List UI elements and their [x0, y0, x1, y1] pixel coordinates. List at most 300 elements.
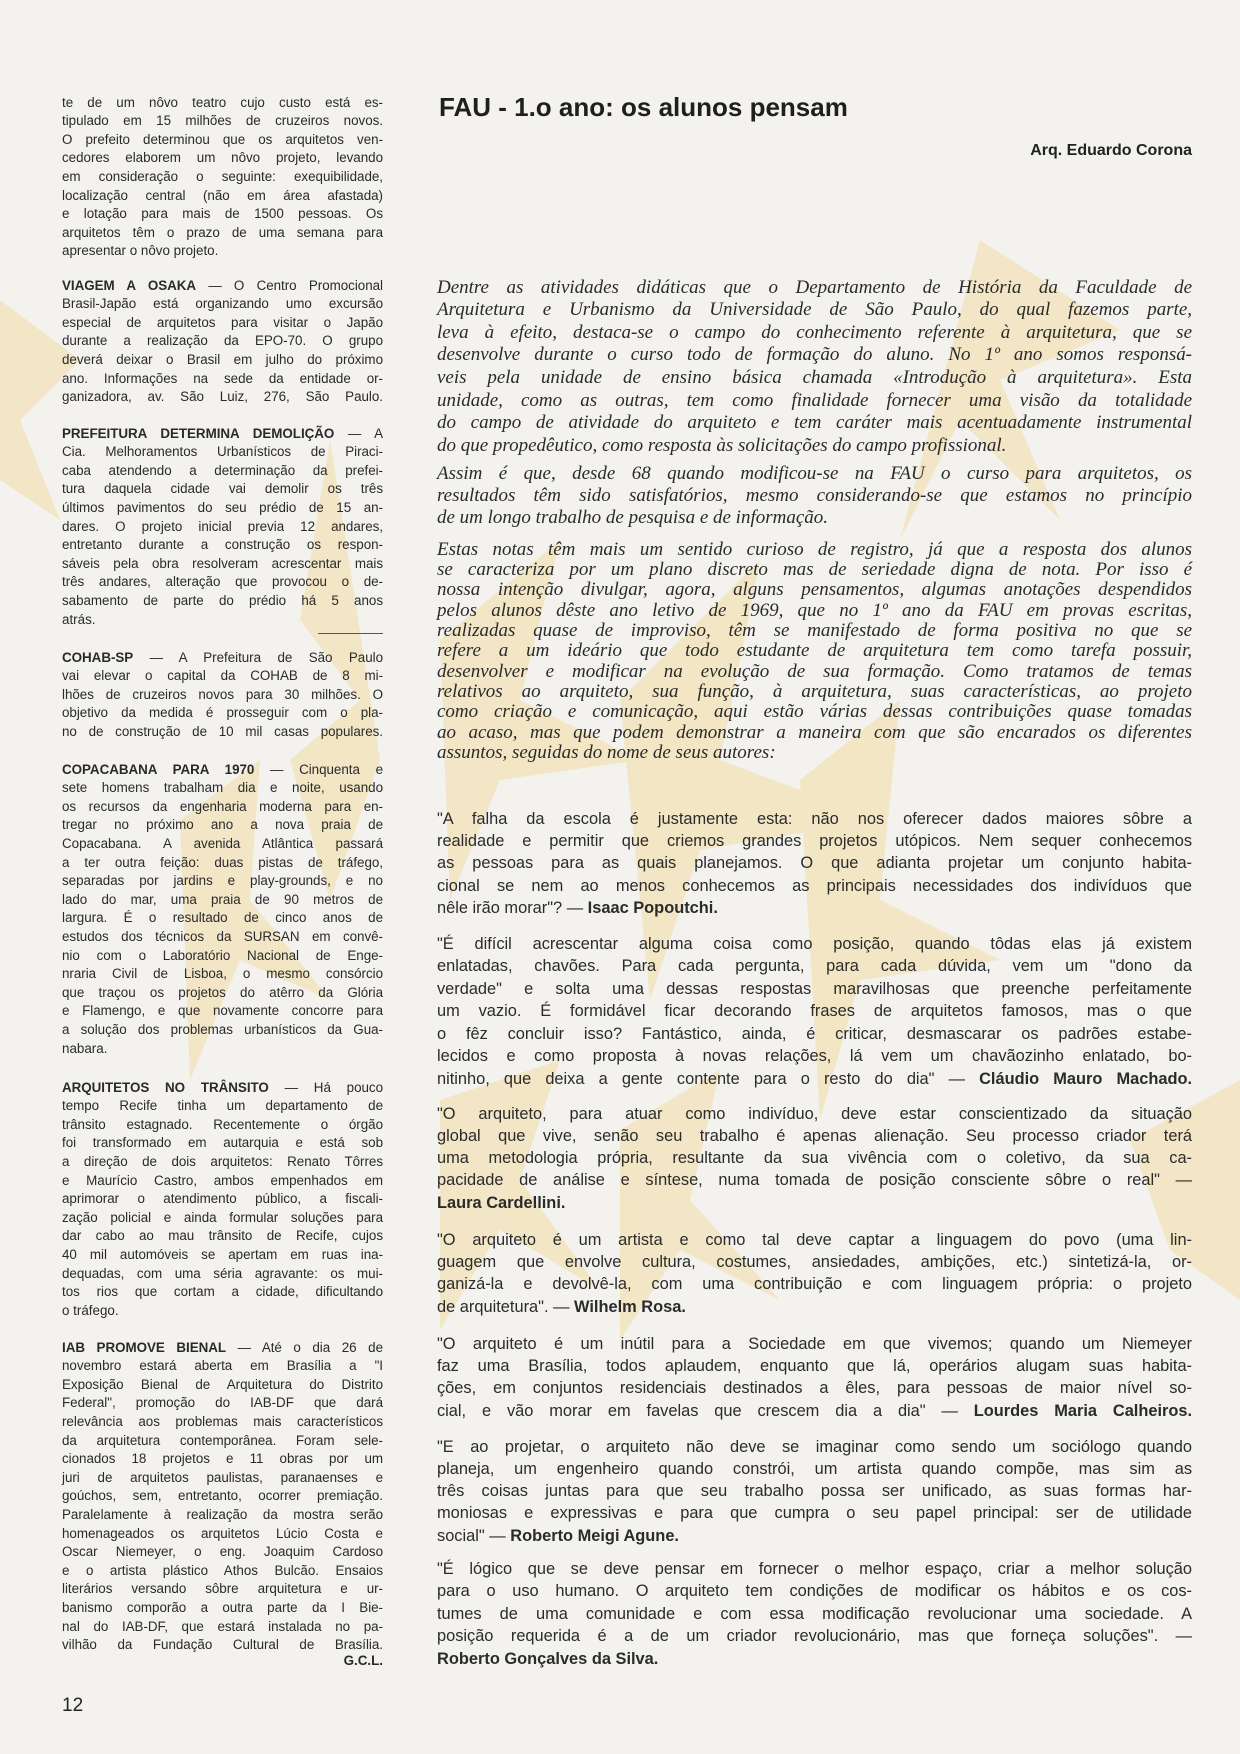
- text-line: [62, 928, 383, 947]
- news-item: [62, 1079, 383, 1321]
- text-line-content: do que propedêutico, como resposta às solicitações do campo profissional.: [437, 434, 1007, 456]
- text-line-content: três andares, alteração que provocou o de-: [62, 574, 383, 590]
- text-line: [437, 682, 1192, 702]
- text-line: [437, 808, 1192, 830]
- text-line-content: — Até o dia 26 de: [237, 1339, 383, 1355]
- text-line-content: "É lógico que se deve pensar em fornecer o melhor espaço, criar a melhor solução: [437, 1559, 1192, 1578]
- text-line-content: dares. O projeto inicial previa 12 andares,: [62, 518, 383, 534]
- text-line: [437, 641, 1192, 661]
- text-line-content: O prefeito determinou que os arquitetos ven-: [62, 131, 383, 147]
- text-line: [437, 322, 1192, 345]
- text-line-content: que traçou os projetos do atêrro da Glória: [62, 984, 383, 1000]
- text-line-content: tumes de uma comunidade e com essa modificação revolucionar uma sociedade. A: [437, 1604, 1192, 1623]
- text-line: [62, 388, 383, 407]
- news-item-heading: ARQUITETOS NO TRÂNSITO: [62, 1079, 269, 1095]
- text-line: [437, 344, 1192, 367]
- column-signature: G.C.L.: [343, 1653, 383, 1668]
- text-line: [62, 1339, 383, 1358]
- text-line: [437, 463, 1192, 485]
- text-line-content: aprimorar o atendimento público, a fiscali-: [62, 1191, 383, 1207]
- text-line: [437, 933, 1192, 956]
- text-line-content: tos rios que cortam a cidade, dificultando: [62, 1284, 383, 1300]
- text-line: [62, 1432, 383, 1451]
- text-line: [62, 667, 383, 686]
- news-item: [62, 277, 383, 407]
- text-line: [62, 443, 383, 462]
- page-number: 12: [62, 1695, 84, 1716]
- text-line-content: de arquitetura". —: [437, 1297, 575, 1316]
- text-line-content: assuntos, seguidas do nome de seus autores:: [437, 741, 776, 763]
- text-line: [437, 485, 1192, 507]
- text-line: [62, 1116, 383, 1135]
- text-line: [62, 872, 383, 891]
- news-item: [62, 1339, 383, 1655]
- quote-author: Roberto Gonçalves da Silva.: [437, 1649, 659, 1668]
- text-line: [437, 580, 1192, 600]
- text-line-content: goúchos, sem, entretanto, ocorrer premiação.: [62, 1488, 383, 1504]
- text-line: [62, 536, 383, 555]
- text-line: [62, 462, 383, 481]
- intro-paragraph: [437, 463, 1192, 529]
- text-line-content: da arquitetura contemporânea. Foram sele-: [62, 1432, 383, 1448]
- text-line: [437, 1000, 1192, 1023]
- text-line-content: em consideração o seguinte: exequibilidade,: [62, 169, 383, 185]
- text-line: [437, 435, 1192, 458]
- text-line: [62, 295, 383, 314]
- text-line-content: te de um nôvo teatro cujo custo está es-: [62, 94, 383, 110]
- text-line-content: separadas por jardins e play-grounds, e no: [62, 873, 383, 889]
- text-line-content: objetivo da medida é prosseguir com o pla-: [62, 705, 383, 721]
- text-line-content: tempo Recife tinha um departamento de: [62, 1098, 383, 1114]
- text-line: [437, 1377, 1192, 1399]
- news-item-heading: VIAGEM A OSAKA: [62, 277, 197, 293]
- text-line: [437, 1296, 1192, 1318]
- text-line: [62, 779, 383, 798]
- text-line-content: Copacabana. A avenida Atlântica passará: [62, 836, 383, 852]
- text-line: [437, 875, 1192, 897]
- text-line: [62, 573, 383, 592]
- text-line: [62, 611, 383, 630]
- article-author: Arq. Eduardo Corona: [1030, 142, 1192, 159]
- text-line: [62, 112, 383, 131]
- text-line-content: sáveis pela obra resolveram acrescentar mais: [62, 555, 383, 571]
- text-line-content: "O arquiteto, para atuar como indivíduo, deve estar conscientizado da situação: [437, 1104, 1192, 1123]
- text-line: [437, 830, 1192, 852]
- text-line: [62, 1394, 383, 1413]
- text-line: [62, 224, 383, 243]
- text-line: [62, 761, 383, 780]
- text-line: [437, 1558, 1192, 1581]
- text-line-content: de um longo trabalho de pesquisa e de informação.: [437, 507, 829, 528]
- text-line: [437, 955, 1192, 978]
- text-line-content: nabara.: [62, 1040, 108, 1056]
- text-line: [62, 1021, 383, 1040]
- text-line: [62, 649, 383, 668]
- quote-author: Laura Cardellini.: [437, 1193, 566, 1212]
- text-line-content: a direção de dois arquitetos: Renato Tôrres: [62, 1154, 383, 1170]
- text-line: [437, 852, 1192, 874]
- text-line: [62, 835, 383, 854]
- text-line: [437, 1625, 1192, 1648]
- text-line-content: "E ao projetar, o arquiteto não deve se imaginar como sendo um sociólogo quando: [437, 1437, 1192, 1456]
- text-line: [437, 1125, 1192, 1147]
- text-line-content: nal do IAB-DF, que estará instalada no pa-: [62, 1618, 383, 1634]
- text-line-content: dar cabo ao mau trânsito de Recife, cujos: [62, 1228, 383, 1244]
- text-line-content: a solução dos problemas urbanísticos da Gua-: [62, 1022, 383, 1037]
- text-line-content: a ter outra feição: duas pistas de tráfego,: [62, 854, 383, 870]
- text-line-content: sabamento de parte do prédio há 5 anos: [62, 593, 383, 609]
- text-line-content: refere a um ideário que todo estudante de arquitetura tem como tarefa possuir,: [437, 640, 1192, 662]
- text-line-content: três coisas juntas para que seu trabalho possa ser unificado, as suas formas har-: [437, 1482, 1192, 1501]
- text-line-content: Assim é que, desde 68 quando modificou-se na FAU o curso para arquitetos, os: [437, 463, 1192, 484]
- text-line-content: Arquitetura e Urbanismo da Universidade de São Paulo, do qual fazemos parte,: [437, 299, 1192, 321]
- text-line: [437, 1273, 1192, 1295]
- text-line: [437, 1580, 1192, 1603]
- text-line-content: e o artista plástico Athos Bulcão. Ensaios: [62, 1562, 383, 1578]
- text-line: [437, 1436, 1192, 1458]
- text-line-content: guagem que envolve cultura, costumes, ansiedades, ambições, etc.) sintetizá-la, or-: [437, 1253, 1192, 1272]
- text-line: [62, 1002, 383, 1021]
- text-line-content: Brasil-Japão está organizando umo excursão: [62, 296, 383, 312]
- text-line: [437, 1333, 1192, 1355]
- text-line-content: nraria Civil de Lisboa, o mesmo consórcio: [62, 966, 383, 982]
- text-line-content: deverá deixar o Brasil em julho do próximo: [62, 352, 383, 368]
- text-line-content: os recursos da engenharia moderna para en-: [62, 798, 383, 814]
- text-line: [437, 1648, 1192, 1671]
- text-line: [437, 367, 1192, 390]
- text-line: [62, 1227, 383, 1246]
- intro-paragraph: [437, 277, 1192, 458]
- quote-author: Isaac Popoutchi.: [587, 899, 718, 918]
- text-line: [62, 1599, 383, 1618]
- text-line: [437, 1251, 1192, 1273]
- text-line-content: especial de arquitetos para visitar o Japão: [62, 314, 383, 330]
- news-item-heading: COPACABANA PARA 1970: [62, 761, 255, 777]
- text-line-content: homenageados os arquitetos Lúcio Costa e: [62, 1525, 383, 1541]
- text-line: [437, 1458, 1192, 1480]
- text-line-content: ganizá-la e devolvê-la, com uma contribuição e com linguagem própria: o projeto: [437, 1275, 1192, 1294]
- text-line: [62, 1580, 383, 1599]
- text-line: [62, 816, 383, 835]
- intro-paragraph: [437, 540, 1192, 763]
- text-line-content: estudos dos técnicos da SURSAN em convê-: [62, 929, 383, 945]
- text-line: [62, 332, 383, 351]
- text-line-content: pacidade de análise e síntese, numa tomada de posição consciente sôbre o real" —: [437, 1171, 1192, 1190]
- text-line-content: desenvolver e modificar na evolução de sua formação. Como tratamos de temas: [437, 660, 1192, 682]
- text-line-content: cial, e vão morar em favelas que crescem dia a dia" —: [437, 1401, 974, 1420]
- text-line-content: ganizadora, av. São Luiz, 276, São Paulo.: [62, 389, 383, 405]
- text-line: [437, 1229, 1192, 1251]
- text-line-content: ções, em conjuntos residenciais destinados a êles, para pessoas de maior nível so-: [437, 1379, 1192, 1398]
- text-line-content: realidade e permitir que criemos grandes projetos utópicos. Nem sequer conhecemos: [437, 832, 1192, 851]
- text-line: [437, 1525, 1192, 1547]
- text-line-content: 40 mil automóveis se apertam em ruas ina-: [62, 1247, 383, 1263]
- quote-author: Lourdes Maria Calheiros.: [973, 1401, 1192, 1420]
- text-line-content: localização central (não em área afastada): [62, 187, 383, 203]
- text-line: [62, 131, 383, 150]
- text-line-content: — Cinquenta e: [270, 761, 383, 777]
- text-line: [62, 723, 383, 742]
- text-line-content: nitinho, que deixa a gente contente para o resto do dia" —: [437, 1069, 980, 1088]
- text-line-content: lhões de cruzeiros novos para 30 milhões. O: [62, 686, 383, 702]
- text-line: [62, 1134, 383, 1153]
- text-line-content: o tráfego.: [62, 1302, 119, 1318]
- text-line: [62, 704, 383, 723]
- text-line-content: Exposição Bienal de Arquitetura do Distrito: [62, 1376, 383, 1392]
- news-item-heading: COHAB-SP: [62, 649, 134, 665]
- text-line-content: ano. Informações na sede da entidade or-: [62, 370, 383, 386]
- text-line-content: — O Centro Promocional: [208, 277, 383, 293]
- text-line: [62, 94, 383, 113]
- text-line-content: cional se nem ao menos conhecemos as principais necessidades dos indivíduos que: [437, 876, 1192, 895]
- student-quote: [437, 1103, 1192, 1214]
- text-line: [62, 1562, 383, 1581]
- text-line: [437, 1147, 1192, 1169]
- student-quote: [437, 933, 1192, 1091]
- text-line-content: se caracteriza por um plano discreto mas de seriedade digna de nota. Por isso é: [437, 559, 1192, 581]
- text-line-content: realizadas quase de improviso, têm se manifestado de forma positiva no que se: [437, 620, 1192, 642]
- text-line-content: Estas notas têm mais um sentido curioso de registro, já que a resposta dos alunos: [437, 538, 1192, 560]
- text-line: [62, 1469, 383, 1488]
- text-line-content: vilhão da Fundação Cultural de Brasília.: [62, 1637, 383, 1653]
- text-line-content: ao acaso, mas que podem demonstrar a maneira com que são encarados os diferentes: [437, 721, 1192, 743]
- text-line-content: juri de arquitetos paulistas, paranaenses e: [62, 1469, 383, 1485]
- text-line: [437, 1023, 1192, 1046]
- text-line: [437, 1103, 1192, 1125]
- text-line: [62, 555, 383, 574]
- text-line: [62, 499, 383, 518]
- text-line: [62, 1153, 383, 1172]
- text-line-content: e lotação para mais de 1500 pessoas. Os: [62, 206, 383, 222]
- text-line-content: — Há pouco: [284, 1079, 383, 1095]
- news-item: [62, 94, 383, 261]
- text-line-content: enlatadas, chavões. Para cada pergunta, para cada dúvida, vem um "dono da: [437, 957, 1192, 976]
- text-line: [437, 897, 1192, 919]
- text-line: [62, 1618, 383, 1637]
- text-line: [437, 390, 1192, 413]
- text-line-content: vai elevar o capital da COHAB de 8 mi-: [62, 668, 383, 684]
- text-line: [62, 1190, 383, 1209]
- quote-author: Roberto Meigi Agune.: [510, 1526, 679, 1545]
- text-line-content: cionados 18 projetos e 11 obras por um: [62, 1451, 383, 1467]
- student-quote: [437, 808, 1192, 919]
- text-line: [437, 1169, 1192, 1191]
- text-line: [62, 686, 383, 705]
- text-line-content: planeja, um engenheiro quando constrói, um artista quando compõe, mas sim as: [437, 1460, 1192, 1479]
- text-line: [437, 702, 1192, 722]
- text-line-content: — A: [347, 425, 384, 441]
- text-line: [62, 1302, 383, 1321]
- text-line-content: unidade, como as outras, tem como finalidade fornecer uma visão da totalidade: [437, 389, 1192, 411]
- text-line: [437, 1400, 1192, 1422]
- text-line-content: pelos alunos dêste ano letivo de 1969, que no 1º ano da FAU em provas escritas,: [437, 599, 1192, 621]
- text-line-content: banismo comporão a outra parte da I Bie-: [62, 1600, 383, 1615]
- section-divider: [318, 633, 383, 634]
- text-line: [62, 480, 383, 499]
- text-line-content: Federal", promoção do IAB-DF que dará: [62, 1395, 383, 1411]
- news-item-heading: IAB PROMOVE BIENAL: [62, 1339, 227, 1355]
- text-line: [62, 891, 383, 910]
- text-line-content: apresentar o nôvo projeto.: [62, 243, 219, 259]
- text-line-content: nêle irão morar"? —: [437, 899, 588, 918]
- text-line-content: literários versando sôbre arquitetura e ur-: [62, 1581, 383, 1597]
- text-line-content: relativos ao arquiteto, sua função, à arquitetura, suas características, ao projeto: [437, 680, 1192, 702]
- article-title: FAU - 1.o ano: os alunos pensam: [439, 92, 848, 122]
- text-line-content: desenvolve durante o curso todo de formação do aluno. No 1º ano somos responsá-: [437, 344, 1192, 366]
- text-line: [437, 299, 1192, 322]
- text-line: [62, 1172, 383, 1191]
- text-line-content: e Flamengo, e que novamente concorre para: [62, 1003, 383, 1019]
- news-item: [62, 761, 383, 1059]
- text-line-content: um vazio. É formidável ficar decorando frases de arquitetos famosos, mas o que: [437, 1002, 1192, 1021]
- text-line: [437, 507, 1192, 529]
- student-quote: [437, 1333, 1192, 1422]
- text-line-content: últimos pavimentos do seu prédio de 15 an-: [62, 500, 383, 516]
- text-line-content: Paralelamente à realização da mostra serão: [62, 1507, 383, 1523]
- text-line-content: Cia. Melhoramentos Urbanísticos de Piraci-: [62, 444, 383, 460]
- text-line: [437, 1480, 1192, 1502]
- text-line: [62, 1097, 383, 1116]
- text-line-content: foi transformado em autarquia e está sob: [62, 1135, 383, 1151]
- text-line: [62, 1283, 383, 1302]
- text-line-content: para o uso humano. O arquiteto tem condições de modificar os hábitos e os cos-: [437, 1582, 1192, 1601]
- text-line-content: do campo de atividade do arquiteto e tem caráter mais acentuadamente instrumental: [437, 412, 1192, 434]
- text-line: [62, 1413, 383, 1432]
- text-line-content: resultados têm sido satisfatórios, mesmo considerando-se que estamos no princípio: [437, 485, 1192, 506]
- text-line-content: as pessoas para as quais planejamos. O que adianta projetar um conjunto habita-: [437, 854, 1192, 873]
- text-line: [62, 518, 383, 537]
- text-line: [437, 1603, 1192, 1626]
- text-line: [62, 909, 383, 928]
- text-line: [437, 743, 1192, 763]
- text-line-content: "O arquiteto é um artista e como tal deve captar a linguagem do povo (uma lin-: [437, 1230, 1192, 1249]
- student-quote: [437, 1436, 1192, 1547]
- text-line: [62, 351, 383, 370]
- text-line: [62, 314, 383, 333]
- text-line: [437, 560, 1192, 580]
- text-line: [437, 1045, 1192, 1068]
- text-line: [62, 854, 383, 873]
- text-line-content: no de construção de 10 mil casas populares.: [62, 724, 383, 740]
- text-line: [62, 277, 383, 296]
- text-line: [62, 592, 383, 611]
- text-line: [62, 1487, 383, 1506]
- text-line: [62, 1357, 383, 1376]
- text-line-content: zação policial e ainda formular soluções para: [62, 1209, 383, 1225]
- text-line-content: social" —: [437, 1526, 511, 1545]
- text-line: [62, 149, 383, 168]
- text-line-content: arquitetos têm o prazo de uma semana para: [62, 224, 383, 240]
- text-line-content: "O arquiteto é um inútil para a Sociedade em que vivemos; quando um Niemeyer: [437, 1334, 1192, 1353]
- text-line: [62, 205, 383, 224]
- news-item: [62, 425, 383, 630]
- text-line-content: sete homens trabalham dia e noite, usando: [62, 780, 383, 796]
- text-line-content: trânsito estagnado. Recentemente o órgão: [62, 1116, 383, 1132]
- text-line-content: lado do mar, uma praia de 90 metros de: [62, 891, 383, 907]
- text-line-content: uma metodologia própria, resultante da sua vivência com o coletivo, da sua ca-: [437, 1149, 1192, 1168]
- text-line: [437, 277, 1192, 300]
- text-line-content: moniosas e expressivas e para que cumpra o seu papel principal: ser de utilidade: [437, 1504, 1192, 1523]
- text-line: [62, 1040, 383, 1059]
- text-line: [62, 168, 383, 187]
- text-line-content: — A Prefeitura de São Paulo: [149, 649, 383, 665]
- text-line-content: nossa intenção divulgar, agora, alguns pensamentos, algumas anotações despendidos: [437, 579, 1192, 601]
- text-line-content: cedores elaborem um nôvo projeto, levando: [62, 150, 383, 166]
- text-line-content: verdade" e solta uma dessas respostas maravilhosas que preenche perfeitamente: [437, 979, 1192, 998]
- text-line-content: caba atendendo a determinação da prefei-: [62, 462, 383, 478]
- text-line: [437, 621, 1192, 641]
- text-line-content: posição requerida é a de um criador revolucionário, mas que forneça soluções". —: [437, 1627, 1192, 1646]
- student-quote: [437, 1558, 1192, 1671]
- text-line-content: e Maurício Castro, ambos empenhados em: [62, 1172, 383, 1188]
- text-line-content: global que vive, senão seu trabalho é apenas alienação. Seu processo criador terá: [437, 1127, 1192, 1146]
- text-line: [62, 1636, 383, 1655]
- text-line-content: leva à efeito, destaca-se o campo do conhecimento referente à arquitetura, que se: [437, 321, 1192, 343]
- text-line: [62, 1506, 383, 1525]
- text-line: [437, 540, 1192, 560]
- text-line-content: o fêz concluir isso? Fantástico, ainda, é criticar, desmascarar os padrões estabe-: [437, 1024, 1192, 1043]
- text-line-content: "A falha da escola é justamente esta: não nos oferecer dados maiores sôbre a: [437, 809, 1192, 828]
- text-line: [62, 1450, 383, 1469]
- text-line-content: tipulado em 15 milhões de cruzeiros novos.: [62, 113, 383, 129]
- news-item: [62, 649, 383, 742]
- text-line-content: durante a realização da EPO-70. O grupo: [62, 333, 383, 349]
- text-line: [437, 662, 1192, 682]
- text-line-content: dequadas, com uma séria agravante: os mui-: [62, 1265, 383, 1281]
- text-line-content: largura. É o resultado de cinco anos de: [62, 910, 383, 926]
- text-line: [437, 1068, 1192, 1091]
- text-line: [62, 965, 383, 984]
- text-line: [62, 425, 383, 444]
- text-line-content: veis pela unidade de ensino básica chamada «Introdução à arquitetura». Esta: [437, 367, 1192, 389]
- text-line: [62, 798, 383, 817]
- text-line-content: atrás.: [62, 611, 96, 627]
- text-line-content: "É difícil acrescentar alguma coisa como posição, quando tôdas elas já existem: [437, 934, 1192, 953]
- text-line: [437, 601, 1192, 621]
- text-line: [62, 1376, 383, 1395]
- text-line-content: nio com o Laboratório Nacional de Enge-: [62, 947, 383, 963]
- text-line-content: novembro estará aberta em Brasília a "I: [62, 1358, 383, 1374]
- text-line: [62, 1543, 383, 1562]
- text-line: [62, 370, 383, 389]
- text-line-content: Oscar Niemeyer, o eng. Joaquim Cardoso: [62, 1544, 383, 1560]
- text-line-content: faz uma Brasília, todos aplaudem, enquanto que lá, operários alugam suas habita-: [437, 1357, 1192, 1376]
- student-quote: [437, 1229, 1192, 1318]
- text-line-content: como criação e comunicação, aqui estão várias dessas contribuições quase tomadas: [437, 701, 1192, 723]
- text-line: [437, 412, 1192, 435]
- text-line-content: relevância aos problemas mais característicos: [62, 1414, 383, 1430]
- quote-author: Cláudio Mauro Machado.: [979, 1069, 1192, 1088]
- text-line: [437, 1502, 1192, 1524]
- text-line: [437, 1355, 1192, 1377]
- text-line-content: entretanto durante a construção os respon-: [62, 537, 383, 553]
- text-line-content: Dentre as atividades didáticas que o Departamento de História da Faculdade de: [437, 276, 1192, 298]
- text-line: [62, 984, 383, 1003]
- text-line: [62, 187, 383, 206]
- text-line: [62, 1265, 383, 1284]
- text-line: [62, 1246, 383, 1265]
- text-line: [62, 242, 383, 261]
- text-line: [437, 1192, 1192, 1214]
- news-item-heading: PREFEITURA DETERMINA DEMOLIÇÃO: [62, 425, 335, 441]
- quote-author: Wilhelm Rosa.: [574, 1297, 686, 1316]
- text-line: [437, 723, 1192, 743]
- text-line-content: tura daquela cidade vai demolir os três: [62, 481, 383, 497]
- text-line: [62, 1525, 383, 1544]
- text-line: [62, 1209, 383, 1228]
- text-line: [62, 1079, 383, 1098]
- text-line-content: lecidos e como proposta à novas relações, lá vem um chavãozinho enlatado, bo-: [437, 1047, 1192, 1066]
